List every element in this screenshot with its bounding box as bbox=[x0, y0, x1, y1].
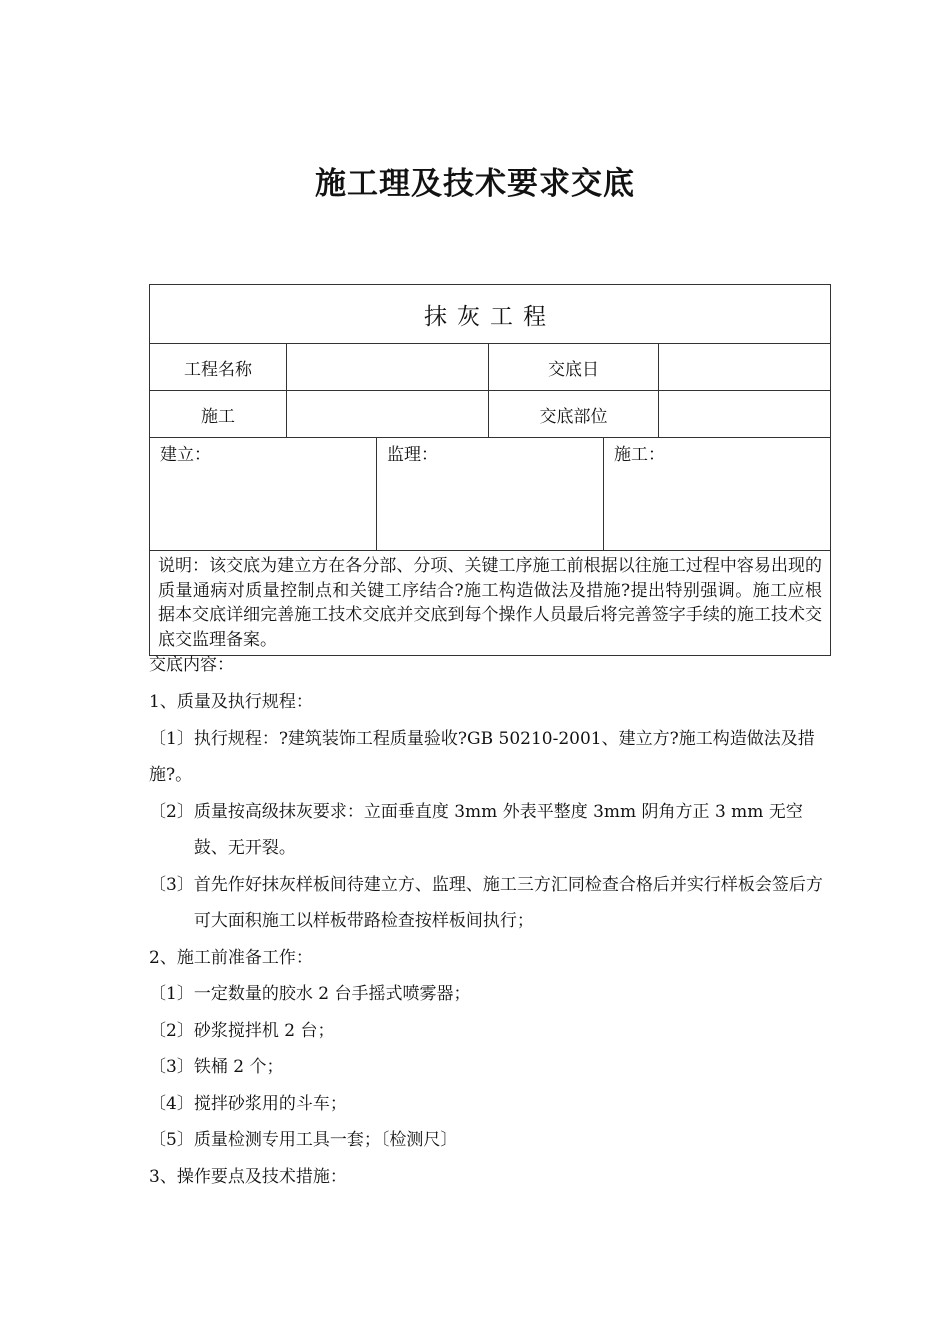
signature-contractor: 施工： bbox=[614, 445, 665, 465]
item-text: 质量按高级抹灰要求：立面垂直度 3mm 外表平整度 3mm 阴角方正 3 mm 无空鼓、无开裂。 bbox=[193, 801, 803, 858]
section-1-heading: 1、质量及执行规程： bbox=[149, 692, 313, 712]
signature-builder: 建立： bbox=[150, 438, 377, 550]
construction-label: 施工 bbox=[150, 391, 287, 438]
section-3-heading: 3、操作要点及技术措施： bbox=[149, 1166, 347, 1187]
signature-row bbox=[150, 438, 831, 551]
project-name-label: 工程名称 bbox=[150, 344, 287, 391]
section-2-item-4: 〔4〕搅拌砂浆用的斗车； bbox=[149, 1093, 347, 1114]
section-2-item-5: 〔5〕质量检测专用工具一套；〔检测尺〕 bbox=[149, 1130, 458, 1150]
handover-date-label: 交底日 bbox=[489, 344, 659, 391]
section-1-item-3 bbox=[149, 867, 831, 940]
section-2-item-3: 〔3〕铁桶 2 个； bbox=[149, 1057, 284, 1077]
item-number: 〔3〕 bbox=[149, 874, 194, 895]
handover-content bbox=[149, 652, 831, 1195]
section-2-heading: 2、施工前准备工作： bbox=[149, 947, 313, 968]
item-number: 〔2〕 bbox=[149, 801, 194, 822]
handover-date-value bbox=[659, 344, 831, 391]
construction-value bbox=[287, 391, 489, 438]
section-1-item-1: 〔1〕执行规程：?建筑装饰工程质量验收?GB 50210-2001、建立方?施工构造做法及措施?。 bbox=[149, 728, 815, 785]
signature-supervisor: 监理： bbox=[377, 438, 604, 550]
content-intro: 交底内容： bbox=[149, 655, 234, 675]
handover-table bbox=[149, 284, 831, 656]
handover-location-label: 交底部位 bbox=[489, 391, 659, 438]
item-text: 首先作好抹灰样板间待建立方、监理、施工三方汇同检查合格后并实行样板会签后方可大面积施工以样板带路检查按样板间执行； bbox=[193, 874, 823, 931]
explanation-note: 说明：该交底为建立方在各分部、分项、关键工序施工前根据以往施工过程中容易出现的质量通病对质量控制点和关键工序结合?施工构造做法及措施?提出特别强调。施工应根据本交底详细完善施工技术交底并交底到每个操作人员最后将完善签字手续的施工技术交底交监理备案。 bbox=[150, 551, 831, 656]
page-title: 施工理及技术要求交底 bbox=[315, 166, 635, 202]
section-2-item-1: 〔1〕一定数量的胶水 2 台手摇式喷雾器； bbox=[149, 984, 471, 1004]
project-name-value bbox=[287, 344, 489, 391]
section-1-item-2 bbox=[149, 794, 831, 867]
project-name-header: 抹灰工程 bbox=[150, 285, 831, 344]
handover-location-value bbox=[659, 391, 831, 438]
section-2-item-2: 〔2〕砂浆搅拌机 2 台； bbox=[149, 1020, 335, 1041]
